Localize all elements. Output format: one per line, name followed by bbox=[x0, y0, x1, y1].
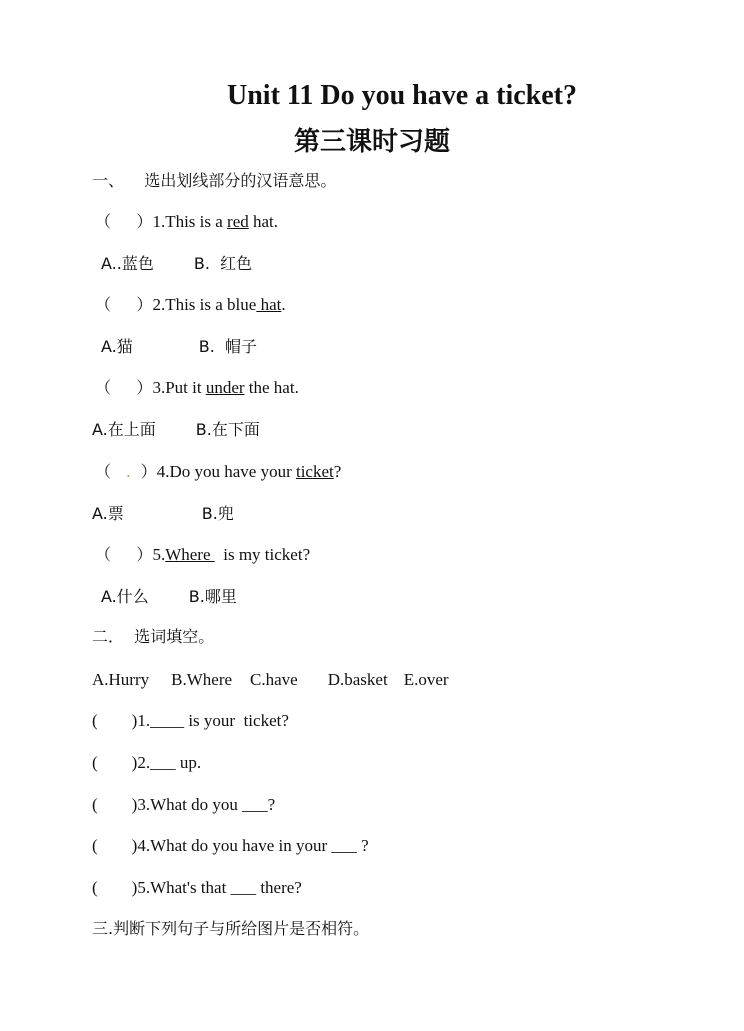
question-text-post: is my ticket? bbox=[214, 545, 311, 564]
question-text-post: ? bbox=[333, 462, 342, 481]
question-4-options bbox=[92, 503, 234, 525]
underlined-word: under bbox=[205, 378, 245, 397]
answer-paren-right: ） bbox=[130, 462, 157, 481]
page-title: Unit 11 Do you have a ticket? bbox=[227, 80, 577, 111]
question-text-pre: 3.Put it bbox=[152, 378, 206, 397]
word-option-a: A.Hurry bbox=[92, 670, 150, 689]
fill-item-3 bbox=[92, 794, 275, 816]
answer-paren: （ ） bbox=[95, 295, 153, 314]
fill-item-text: 5.What's that ___ there? bbox=[137, 878, 302, 897]
word-options bbox=[92, 669, 449, 691]
section2-heading-text: 选词填空。 bbox=[134, 627, 215, 646]
section3-heading: 三.判断下列句子与所给图片是否相符。 bbox=[92, 919, 370, 938]
fill-item-text: 3.What do you ___? bbox=[137, 795, 276, 814]
option-b: B. 红色 bbox=[193, 254, 253, 273]
question-text-pre: 2.This is a blue bbox=[152, 295, 257, 314]
option-a: A.猫 bbox=[101, 337, 133, 356]
answer-paren: ( ) bbox=[92, 711, 138, 730]
question-2 bbox=[95, 294, 286, 316]
section1-heading-num: 一、 bbox=[92, 171, 125, 190]
answer-paren: ( ) bbox=[92, 878, 138, 897]
section1-heading bbox=[92, 170, 336, 192]
question-1-options bbox=[101, 253, 252, 275]
question-2-options bbox=[101, 336, 257, 358]
underlined-word: Where bbox=[165, 545, 215, 564]
option-a: A.什么 bbox=[101, 587, 149, 606]
question-5-options bbox=[101, 586, 237, 608]
question-text-pre: 4.Do you have your bbox=[156, 462, 296, 481]
word-option-b: B.Where bbox=[171, 670, 233, 689]
underlined-word: red bbox=[227, 212, 249, 231]
answer-paren: ( ) bbox=[92, 836, 138, 855]
option-b: B.哪里 bbox=[188, 587, 237, 606]
question-3-options bbox=[92, 419, 260, 441]
option-a: A.在上面 bbox=[92, 420, 156, 439]
section2-heading-num: 二． bbox=[92, 627, 125, 646]
fill-item-text: 1.____ is your ticket? bbox=[137, 711, 289, 730]
answer-paren: ( ) bbox=[92, 753, 138, 772]
option-b: B. 帽子 bbox=[198, 337, 258, 356]
question-text-post: . bbox=[281, 295, 286, 314]
word-option-c: C.have bbox=[250, 670, 298, 689]
question-text-post: hat. bbox=[248, 212, 279, 231]
answer-paren: （ ） bbox=[95, 212, 153, 231]
answer-paren: （ ） bbox=[95, 378, 153, 397]
question-4 bbox=[95, 461, 341, 483]
option-a: A.票 bbox=[92, 504, 124, 523]
underlined-word: ticket bbox=[295, 462, 334, 481]
answer-paren-left: （ bbox=[95, 462, 127, 481]
word-option-d: D.basket bbox=[327, 670, 388, 689]
answer-paren: ( ) bbox=[92, 795, 138, 814]
option-a: A..蓝色 bbox=[101, 254, 154, 273]
answer-paren: （ ） bbox=[95, 545, 153, 564]
underlined-word: hat bbox=[256, 295, 282, 314]
fill-item-1 bbox=[92, 710, 289, 732]
page-subtitle: 第三课时习题 bbox=[293, 127, 450, 157]
question-1 bbox=[95, 211, 278, 233]
question-text-post: the hat. bbox=[244, 378, 299, 397]
question-3 bbox=[95, 377, 299, 399]
section1-heading-text: 选出划线部分的汉语意思。 bbox=[144, 171, 337, 190]
option-b: B.在下面 bbox=[195, 420, 260, 439]
fill-item-text: 2.___ up. bbox=[137, 753, 202, 772]
fill-item-text: 4.What do you have in your ___ ? bbox=[137, 836, 369, 855]
mark-dot: . bbox=[126, 462, 131, 481]
fill-item-4 bbox=[92, 835, 369, 857]
question-text-pre: 5. bbox=[152, 545, 166, 564]
question-text-pre: 1.This is a bbox=[152, 212, 228, 231]
question-5 bbox=[95, 544, 310, 566]
word-option-e: E.over bbox=[403, 670, 449, 689]
fill-item-5 bbox=[92, 877, 302, 899]
section2-heading bbox=[92, 626, 214, 648]
fill-item-2 bbox=[92, 752, 201, 774]
option-b: B.兜 bbox=[201, 504, 234, 523]
